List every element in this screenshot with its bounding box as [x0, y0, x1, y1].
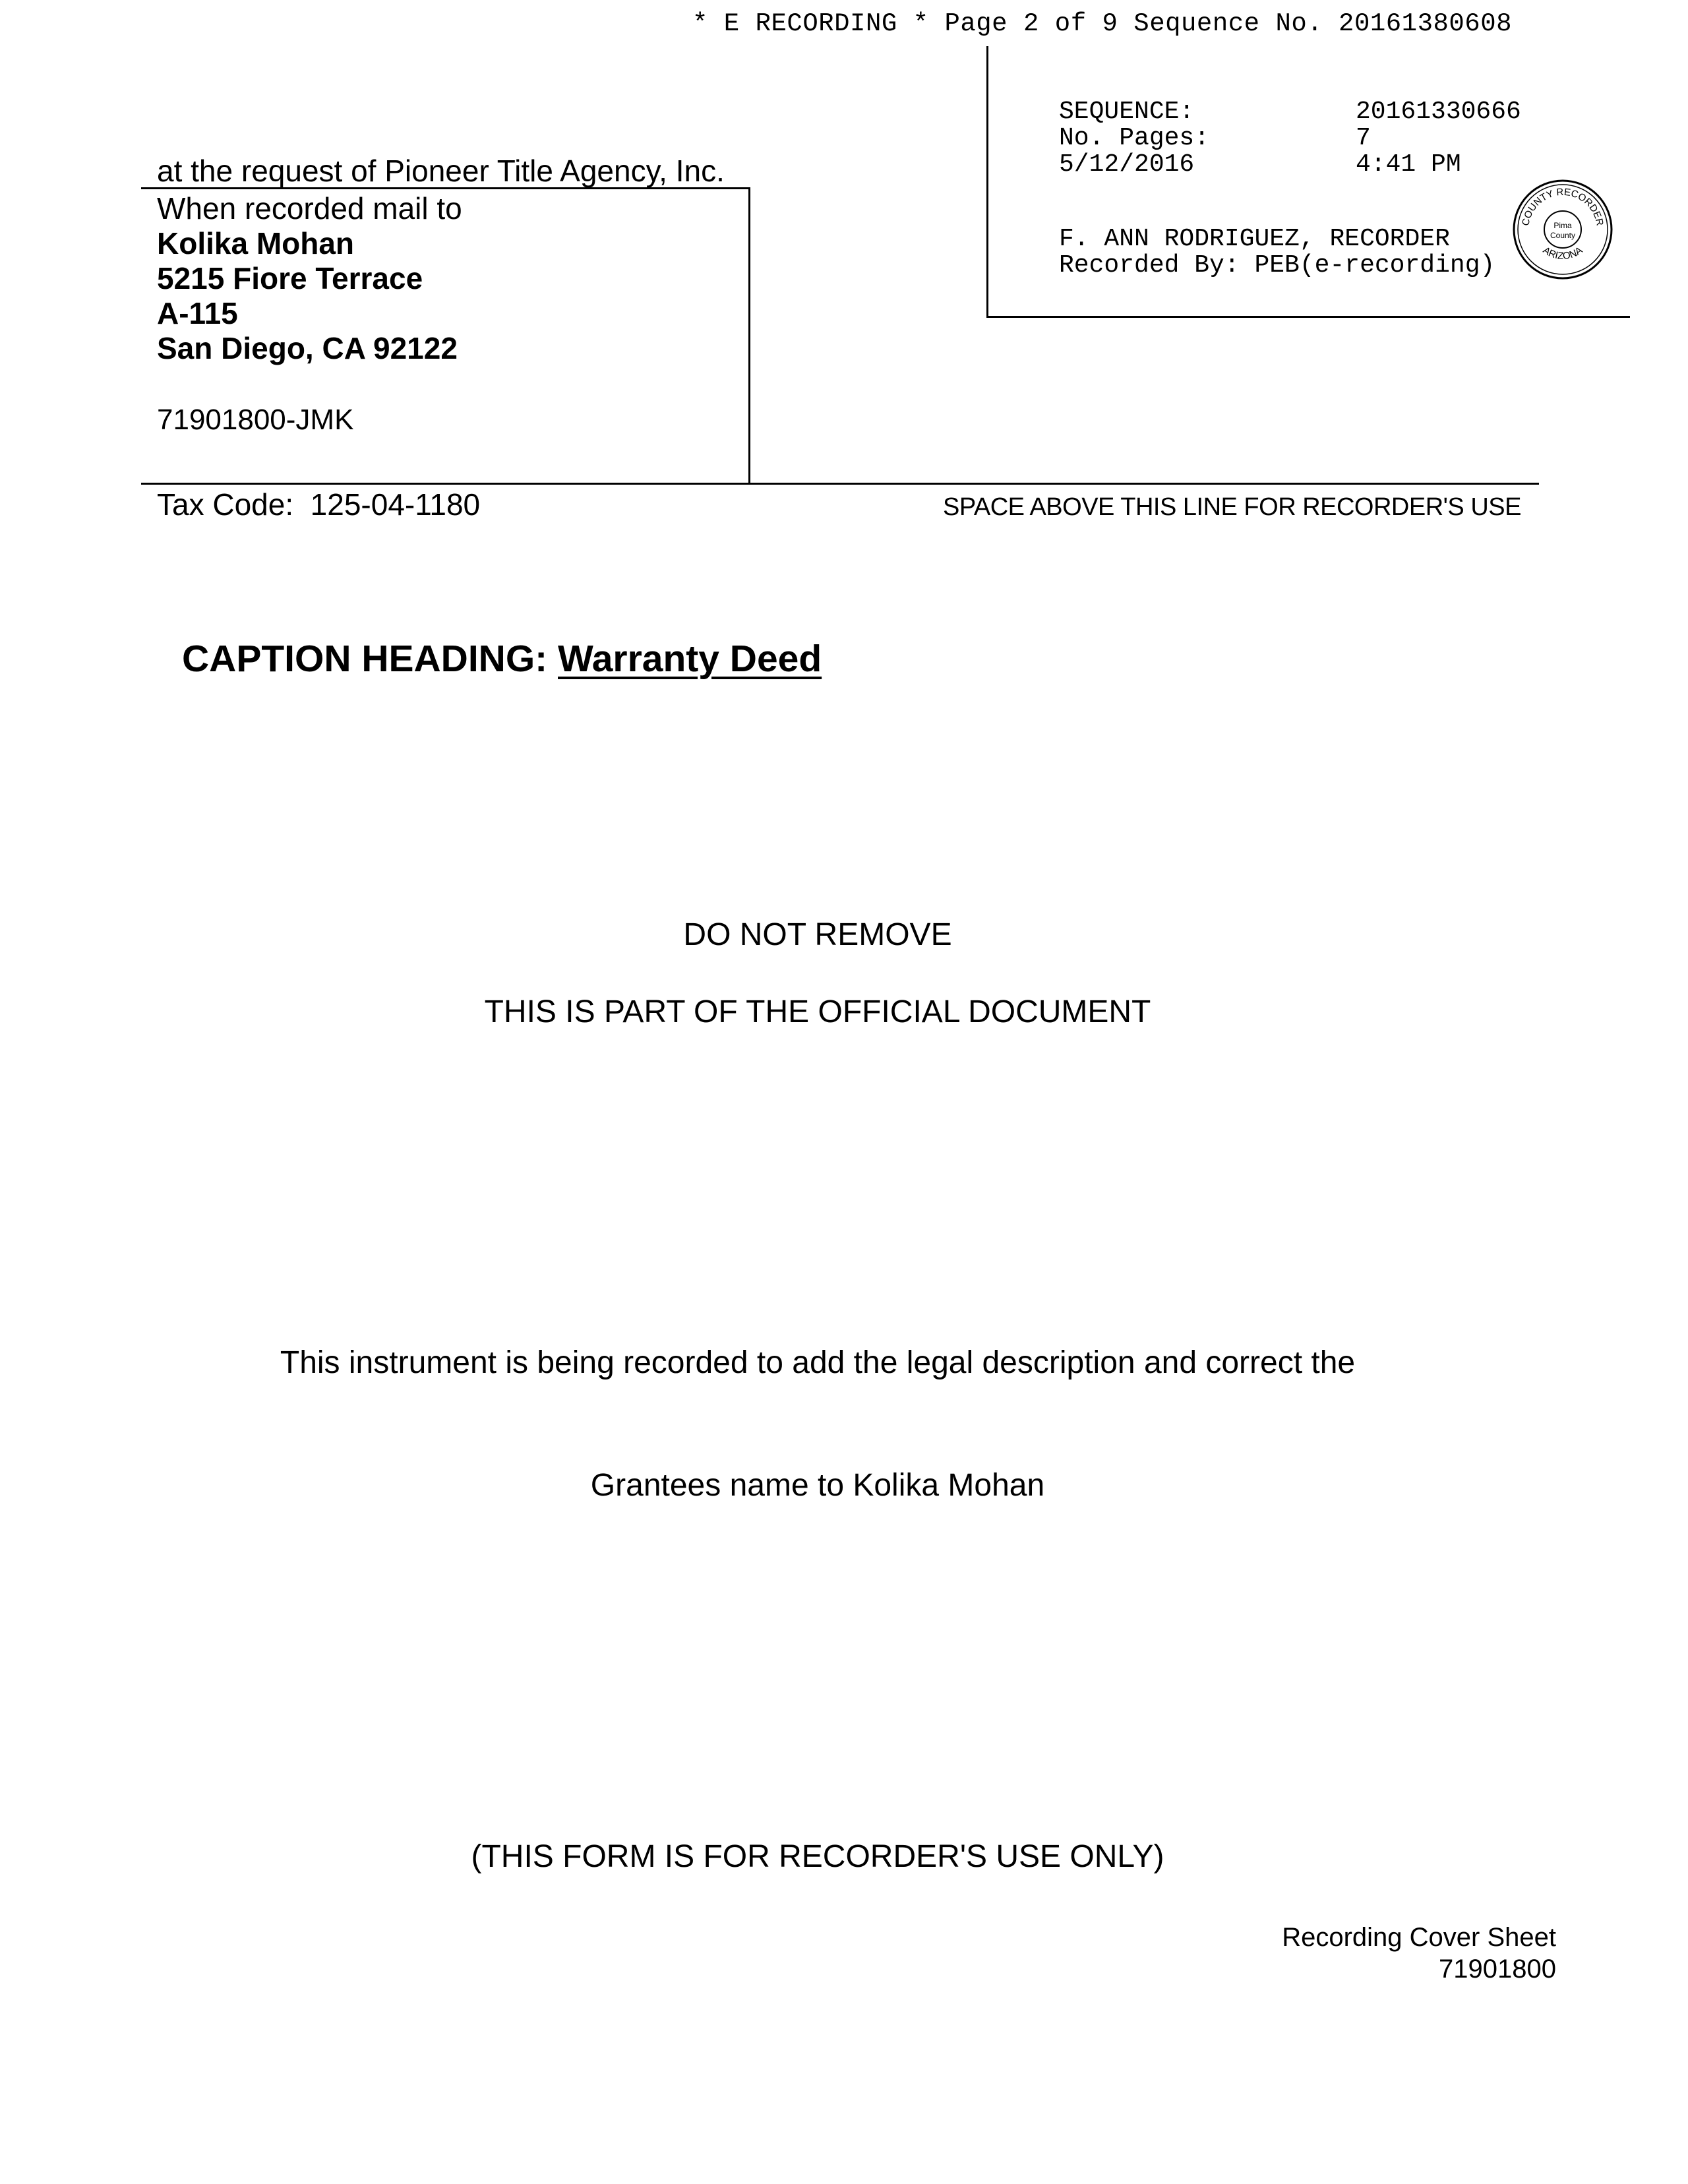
cover-sheet-title: Recording Cover Sheet [1282, 1923, 1556, 1952]
sequence-label: SEQUENCE: [1059, 98, 1195, 126]
mail-city: San Diego, CA 92122 [157, 331, 458, 365]
sequence-value: 20161330666 [1356, 98, 1521, 126]
record-time: 4:41 PM [1356, 150, 1461, 179]
do-not-remove-notice: DO NOT REMOVE [683, 917, 952, 952]
request-line: at the request of Pioneer Title Agency, Inc. [157, 154, 725, 188]
mail-to-block [157, 191, 462, 366]
mail-intro: When recorded mail to [157, 191, 462, 226]
record-date: 5/12/2016 [1059, 150, 1195, 179]
order-number: 71901800-JMK [157, 404, 354, 436]
caption-value: Warranty Deed [558, 638, 822, 680]
recorder-box-bottom-border [986, 316, 1630, 318]
instrument-note-line1: This instrument is being recorded to add the legal description and correct the [280, 1345, 1356, 1380]
cover-sheet-label [1253, 1922, 1556, 1985]
tax-code: Tax Code: 125-04-1180 [157, 487, 481, 522]
seal-center-line2: County [1550, 231, 1576, 240]
mail-street: 5215 Fiore Terrace [157, 261, 423, 295]
official-document-notice: THIS IS PART OF THE OFFICIAL DOCUMENT [484, 994, 1151, 1029]
recorder-row-sequence [1059, 99, 1521, 125]
recorder-row-datetime [1059, 152, 1521, 178]
caption-label: CAPTION HEADING: [182, 638, 548, 680]
mail-recipient-name: Kolika Mohan [157, 226, 355, 260]
seal-top-text: COUNTY RECORDER [1520, 186, 1606, 227]
pages-value: 7 [1356, 124, 1371, 152]
caption-heading [182, 637, 822, 681]
recorders-use-only-notice: (THIS FORM IS FOR RECORDER'S USE ONLY) [471, 1839, 1164, 1874]
mail-box-right-border [748, 187, 750, 484]
recorder-info [1059, 99, 1521, 178]
recorder-row-pages [1059, 125, 1521, 152]
mail-unit: A-115 [157, 296, 238, 330]
instrument-note [0, 1261, 1662, 1547]
recorders-use-divider [141, 483, 1539, 485]
seal-center-line1: Pima [1553, 221, 1572, 230]
instrument-note-line2: Grantees name to Kolika Mohan [590, 1468, 1045, 1503]
space-above-note: SPACE ABOVE THIS LINE FOR RECORDER'S USE [943, 493, 1521, 521]
recorded-by: Recorded By: PEB(e-recording) [1059, 251, 1495, 280]
recorder-name: F. ANN RODRIGUEZ, RECORDER [1059, 225, 1450, 253]
e-recording-header: * E RECORDING * Page 2 of 9 Sequence No. 20161380608 [692, 9, 1512, 38]
county-seal [1510, 177, 1615, 282]
pages-label: No. Pages: [1059, 124, 1210, 152]
recorder-box-left-border [986, 46, 988, 318]
seal-bottom-text: ARIZONA [1540, 245, 1585, 262]
cover-sheet-number: 71901800 [1439, 1955, 1556, 1984]
